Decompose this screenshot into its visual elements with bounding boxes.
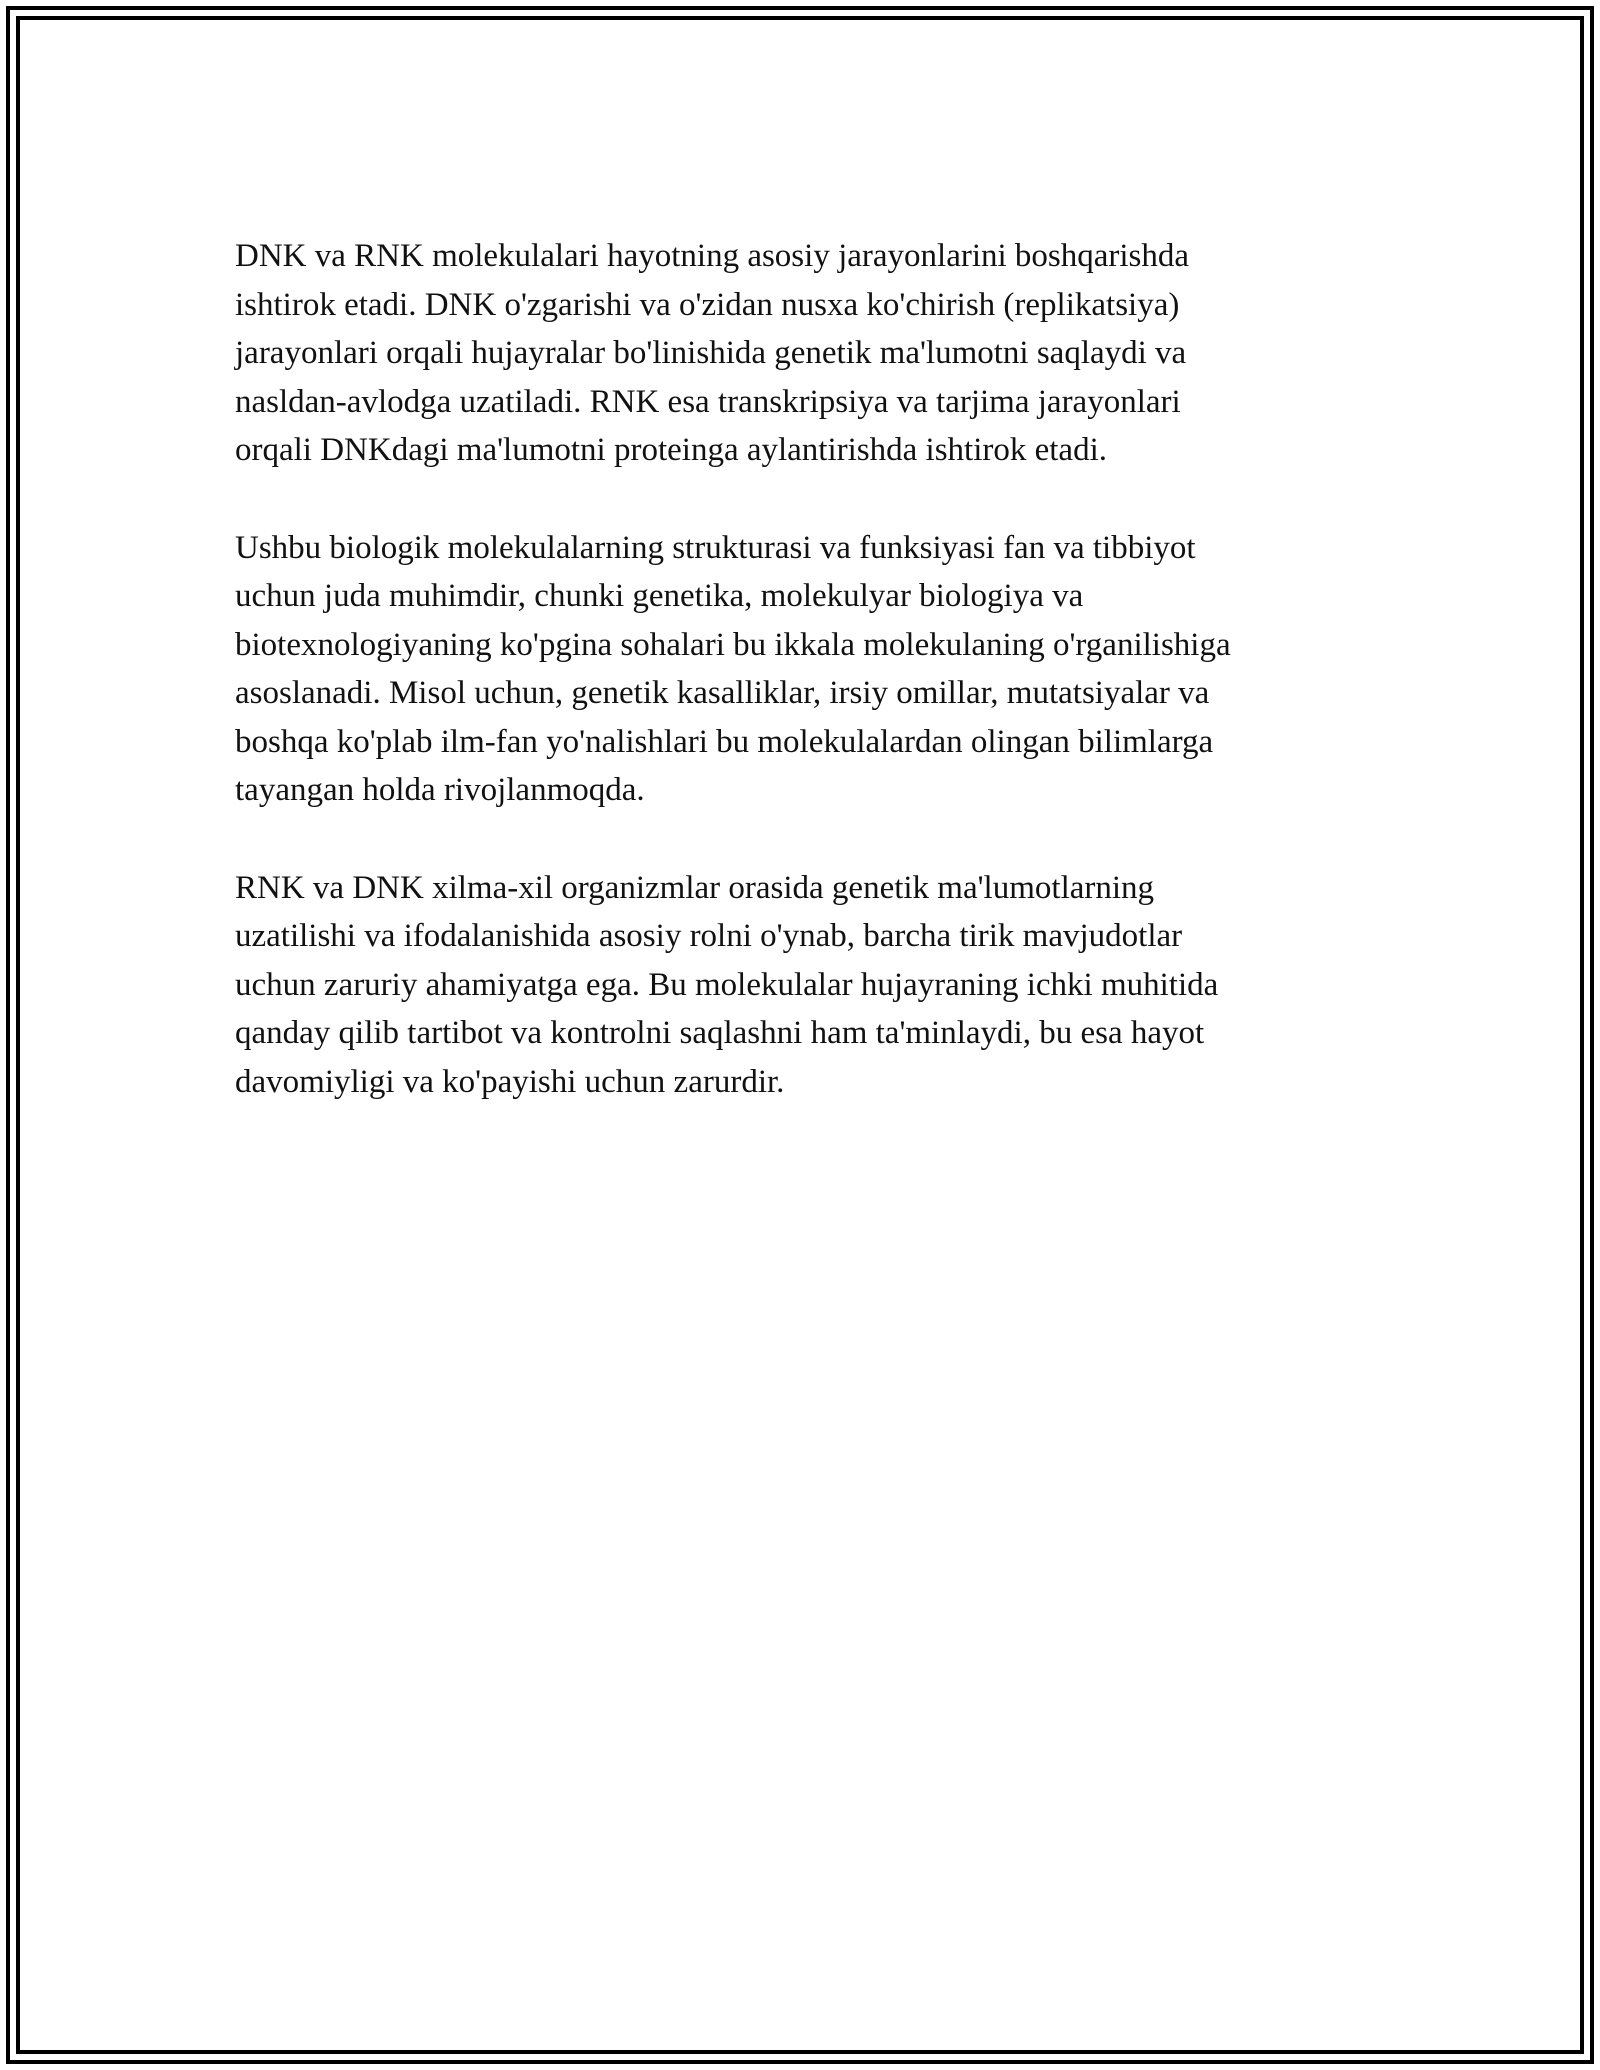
text-line: asoslanadi. Misol uchun, genetik kasalliklar, irsiy omillar, mutatsiyalar va: [235, 675, 1210, 711]
text-line: uchun juda muhimdir, chunki genetika, molekulyar biologiya va: [235, 578, 1084, 614]
text-line: Ushbu biologik molekulalarning strukturasi va funksiyasi fan va tibbiyot: [235, 529, 1196, 566]
text-line: ishtirok etadi. DNK o'zgarishi va o'zidan nusxa ko'chirish (replikatsiya): [235, 286, 1180, 323]
text-line: DNK va RNK molekulalari hayotning asosiy jarayonlarini boshqarishda: [235, 238, 1190, 274]
text-line: RNK va DNK xilma-xil organizmlar orasida genetik ma'lumotlarning: [235, 869, 1155, 906]
text-line: tayangan holda rivojlanmoqda.: [235, 772, 645, 808]
text-line: biotexnologiyaning ko'pgina sohalari bu ikkala molekulaning o'rganilishiga: [235, 626, 1231, 663]
text-line: qanday qilib tartibot va kontrolni saqlashni ham ta'minlaydi, bu esa hayot: [235, 1015, 1205, 1051]
text-line: boshqa ko'plab ilm-fan yo'nalishlari bu molekulalardan olingan bilimlarga: [235, 723, 1214, 760]
document-body: [235, 232, 1365, 1155]
text-line: uchun zaruriy ahamiyatga ega. Bu molekulalar hujayraning ichki muhitida: [235, 966, 1219, 1003]
paragraph-1: [235, 232, 1365, 475]
text-line: davomiyligi va ko'payishi uchun zarurdir.: [235, 1063, 785, 1100]
text-line: jarayonlari orqali hujayralar bo'linishida genetik ma'lumotni saqlaydi va: [235, 335, 1187, 371]
text-line: nasldan-avlodga uzatiladi. RNK esa transkripsiya va tarjima jarayonlari: [235, 383, 1181, 420]
paragraph-3: [235, 864, 1365, 1107]
paragraph-2: [235, 524, 1365, 815]
text-line: uzatilishi va ifodalanishida asosiy rolni o'ynab, barcha tirik mavjudotlar: [235, 918, 1183, 954]
text-line: orqali DNKdagi ma'lumotni proteinga aylantirishda ishtirok etadi.: [235, 432, 1108, 468]
